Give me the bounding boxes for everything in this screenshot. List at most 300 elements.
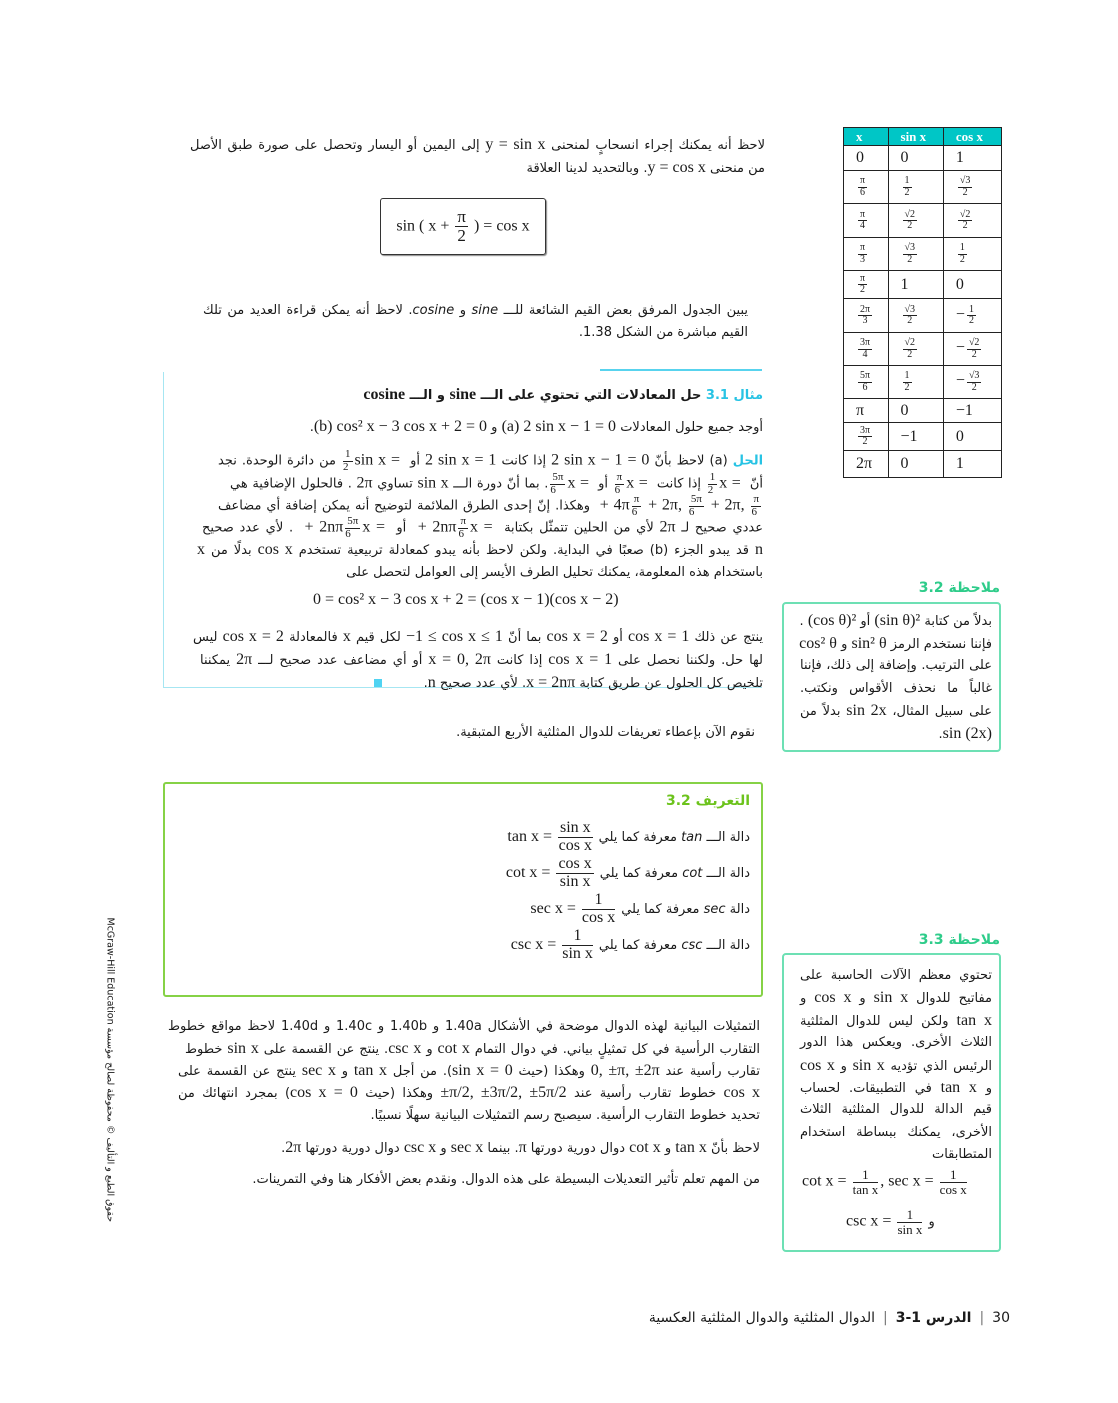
text-run: . (309, 420, 314, 435)
denominator: 2 (962, 186, 968, 198)
denominator: 6 (631, 505, 638, 518)
fraction (582, 892, 615, 927)
denominator: 6 (458, 527, 464, 540)
math-expr: cot x (437, 1040, 470, 1057)
table-row (844, 423, 1002, 451)
numerator: 2π (860, 303, 871, 315)
definition-formula (505, 855, 596, 890)
text-run: يبين الجدول المرفق بعض القيم الشائعة للـــ (498, 303, 748, 318)
text-run: . (799, 614, 808, 629)
text-run: خطوط (185, 1042, 228, 1057)
fraction-expr (341, 448, 355, 473)
math-expr: 0, ±π, ±2π (590, 1062, 660, 1079)
sin-cos-values-table (843, 127, 1002, 478)
fraction-expr (856, 208, 869, 231)
table-cell (943, 366, 1001, 399)
text-run: قيم الدالة للدوال المثلثية الثلاث (800, 1102, 992, 1118)
numerator: sin x (559, 819, 591, 837)
math-expr: 0 = cos² x − 3 cos x + 2 = (cos x − 1)(cos x − 2) (313, 591, 619, 608)
text-run: أو (390, 520, 413, 536)
example-line (230, 472, 763, 496)
math-expr: sin (2x) (942, 725, 992, 742)
note-line (800, 655, 992, 677)
text-run: على سبيل المثال، (886, 704, 992, 720)
denominator: 3 (862, 315, 868, 326)
text-run: ولكن ليس للدوال المثلثية (800, 1013, 957, 1029)
text-run: التقارب الرأسية في كل تمثيلٍ بياني. في دوال التمام (469, 1042, 761, 1057)
text-run: بما أنّ (502, 630, 547, 645)
text-run: . لأي عدد صحيح (202, 520, 299, 536)
denominator: 6 (751, 505, 757, 518)
page-number: 30 (992, 1310, 1010, 1326)
text-run: وهكذا (حيث (512, 1064, 591, 1079)
fraction-expr (901, 370, 914, 393)
formula-lhs: tan x = (507, 828, 556, 845)
text-run: لأي من الحلين تتمثّل بكتابة (498, 520, 660, 536)
numerator: 1 (562, 928, 593, 946)
fraction-expr (453, 207, 470, 245)
fraction-expr (856, 337, 874, 360)
fraction-expr (955, 337, 984, 360)
denominator: 3 (860, 253, 866, 265)
numerator: √3 (959, 175, 971, 186)
math-expr: csc x = (846, 1212, 896, 1230)
numerator: π (460, 515, 467, 527)
numerator: π (860, 242, 866, 253)
text-run: . وبالتحديد لدينا العلاقة (526, 161, 648, 176)
example-line (218, 494, 763, 518)
fraction (958, 210, 973, 232)
numerator: √3 (904, 303, 916, 315)
math-expr: −1 ≤ cos x ≤ 1 (405, 628, 503, 645)
denominator: 2 (707, 483, 714, 496)
text-run: و (660, 1141, 676, 1156)
text-run: و (836, 636, 852, 652)
bold-term: sine (449, 386, 477, 403)
math-expr: + 2π, (643, 496, 687, 514)
table-row (844, 299, 1002, 333)
definition-row (511, 926, 750, 965)
fraction (455, 208, 468, 245)
text-run: . بينما (483, 1141, 519, 1156)
denominator: 2 (907, 315, 913, 326)
denominator: 2 (907, 253, 913, 265)
graphs-line (178, 1060, 760, 1083)
fraction (858, 305, 872, 327)
fraction (345, 516, 360, 540)
fraction-expr (956, 242, 969, 265)
math-expr: 2π (285, 1139, 302, 1156)
math-expr: (cos θ)² (807, 612, 857, 629)
math-expr: tan x (675, 1139, 707, 1156)
text-run: وهكذا. إنّ إحدى الطرق الملائمة لتوضيح أنه يمكن إضافة أي مضاعف (218, 498, 595, 514)
example-line (218, 449, 763, 473)
numerator: 1 (940, 1168, 967, 1183)
text-run: . بما أنّ دورة الـــ (448, 476, 549, 492)
denominator: sin x (897, 1221, 923, 1237)
text-run: القيم مباشرة من الشكل 1.38. (578, 325, 748, 340)
denominator: sin x (562, 944, 593, 962)
note-line (800, 1055, 992, 1078)
numerator: π (860, 208, 866, 220)
math-expr: (sin θ)² (874, 612, 921, 629)
denominator: 6 (862, 381, 868, 393)
fraction-expr (851, 1167, 881, 1197)
fraction-expr (901, 337, 920, 360)
table-cell (844, 423, 889, 451)
table-cell (943, 204, 1001, 238)
text-run: نقوم الآن بإعطاء تعريفات للدوال المثلثية الأربع المتبقية. (456, 725, 755, 740)
math-expr: x = (470, 518, 499, 536)
italic-term: cot (682, 866, 703, 881)
text-run: و (976, 1081, 992, 1096)
text-run: و (834, 1058, 853, 1074)
denominator: 4 (862, 348, 868, 360)
example-title (180, 384, 763, 407)
factored-equation (313, 589, 619, 612)
fraction (858, 210, 867, 232)
numerator: 1 (853, 1168, 879, 1183)
fraction-expr (630, 493, 644, 518)
text-run: دالة الـــ (702, 866, 750, 881)
math-expr: , sec x = (880, 1172, 938, 1190)
fraction (708, 472, 718, 496)
numerator: cos x (558, 855, 592, 873)
fraction (632, 494, 642, 518)
text-run: ). من أجل (387, 1064, 453, 1079)
note-identities (802, 1168, 969, 1196)
fraction-expr (613, 471, 627, 496)
text-run: في التطبيقات. لحساب (800, 1081, 941, 1096)
bold-term: cosine (363, 386, 406, 403)
text-run: أو أي مضاعف عدد صحيح لـــ (252, 653, 429, 668)
denominator: 6 (860, 186, 866, 198)
text-run: يمكننا (200, 653, 237, 668)
math-expr: cos x = 2 (546, 628, 608, 645)
math-expr: 2 sin x = 1 (425, 451, 497, 469)
text-run: . (423, 676, 428, 691)
denominator: 6 (345, 527, 351, 540)
table-cell (888, 146, 943, 171)
text-run: (a) لاحظ بأنّ (649, 453, 733, 469)
table-header: x (844, 128, 889, 146)
text-run: و (436, 1141, 451, 1156)
numerator: π (860, 175, 866, 186)
table-row (844, 204, 1002, 238)
table-intro-line (203, 322, 748, 344)
text-run: بدلاً من كتابة (920, 614, 992, 629)
text-run: ينتج عن ذلك (689, 630, 763, 645)
text-run: . لاحظ أنه يمكن قراءة العديد من تلك (203, 303, 413, 318)
text-run: لاحظ بأنّ (706, 1141, 760, 1156)
text-run: حل المعادلات التي تحتوي على الـــ (476, 388, 706, 403)
table-header: cos x (943, 128, 1001, 146)
table-row (844, 333, 1002, 366)
fraction-expr (956, 208, 975, 231)
math-expr: cos x = 1 (628, 628, 690, 645)
note-3-2-title: ملاحظة 3.2 (918, 580, 1000, 596)
math-expr: + 4π (594, 496, 630, 514)
text-run: معرفة كما يلي (598, 830, 682, 845)
fraction (858, 176, 867, 198)
math-expr: sin x (417, 474, 449, 492)
math-expr: 0 (900, 455, 909, 472)
numerator: 1 (345, 448, 351, 460)
table-cell (844, 451, 889, 478)
table-cell (844, 271, 889, 299)
numerator: √3 (968, 370, 980, 381)
math-expr: (b) cos² x − 3 cos x + 2 = 0 (313, 418, 488, 435)
fraction (940, 1168, 967, 1196)
text-run: التمثيلات البيانية لهذه الدوال موضحة في الأشكال 1.40a و 1.40b و 1.40c و 1.40d لاحظ مواقع خطوط (168, 1019, 760, 1034)
math-expr: (a) 2 sin x − 1 = 0 (501, 418, 617, 435)
math-expr: sin 2x (846, 702, 887, 720)
math-expr: x = (626, 474, 653, 492)
table-cell (888, 423, 943, 451)
example-line (193, 626, 763, 649)
fraction-expr (956, 175, 975, 198)
example-line (202, 516, 763, 540)
math-expr: tan x (956, 1011, 992, 1029)
text-run: قد يبدو الجزء (b) صعبًا في البداية. ولكن لاحظ بأنه يبدو كمعادلة تربيعية تستخدم (292, 543, 755, 558)
graphs-line (168, 1105, 760, 1127)
table-row (844, 146, 1002, 171)
math-expr: cos x = 0 (290, 1084, 358, 1101)
math-expr: sin ( x + (396, 217, 454, 235)
note-line (800, 633, 992, 656)
text-run: معرفة كما يلي (621, 902, 704, 917)
italic-term: tan (681, 830, 703, 845)
denominator: cos x (558, 836, 592, 854)
math-expr: cos² θ (799, 634, 837, 652)
table-cell (844, 299, 889, 333)
text-run: أو (856, 614, 875, 629)
text-run: تحتوي معظم الآلات الحاسبة على (800, 968, 992, 983)
table-row (844, 366, 1002, 399)
fraction-expr (938, 1167, 969, 1197)
text-run: باستخدام هذه المعلومة، يمكنك تحليل الطرف الأيسر إلى العوامل لتحصل على (346, 565, 763, 580)
math-expr: 0 (955, 275, 964, 293)
minus-sign: − (955, 372, 965, 390)
denominator: cos x (581, 908, 616, 926)
math-expr: x = (719, 474, 746, 492)
text-run: على الترتيب. وإضافة إلى ذلك، فإننا (800, 658, 992, 674)
text-run: أو (607, 630, 629, 645)
fraction-expr (749, 493, 763, 518)
math-expr: + 2nπ (412, 518, 457, 536)
fraction (903, 305, 918, 327)
math-expr: sin x (227, 1040, 259, 1057)
example-line (200, 649, 763, 672)
table-cell (844, 146, 889, 171)
text-run: . فالحلول الإضافية هي (230, 476, 357, 492)
math-expr: sin x = 0 (452, 1062, 513, 1079)
note-line (800, 1077, 992, 1100)
math-expr: n (427, 674, 436, 691)
math-expr: tan x (940, 1079, 977, 1096)
fraction-expr (856, 242, 869, 265)
text-run: بدلاً من (800, 704, 847, 720)
table-cell (844, 366, 889, 399)
math-expr: sec x (301, 1062, 336, 1079)
denominator: 2 (860, 284, 866, 295)
text-run: أو (593, 476, 613, 492)
fraction (562, 928, 593, 963)
denominator: 2 (904, 381, 910, 393)
numerator: 5π (690, 493, 702, 505)
definition-formula (510, 927, 595, 962)
minus-sign: − (955, 339, 965, 357)
note-line (800, 700, 992, 723)
chapter-title: الدوال المثلثية والدوال المثلثية العكسية (648, 1310, 876, 1326)
definition-text (599, 938, 750, 953)
numerator: 3π (860, 337, 871, 348)
fraction-expr (687, 493, 706, 518)
denominator: 4 (860, 220, 866, 231)
intro-line (190, 134, 765, 157)
fraction (558, 820, 593, 855)
table-cell (888, 299, 943, 333)
math-expr: π (518, 1139, 527, 1156)
fraction (958, 243, 967, 265)
denominator: 6 (688, 505, 695, 518)
fraction-expr (706, 471, 720, 496)
table-cell (888, 333, 943, 366)
math-expr: csc x (388, 1040, 422, 1057)
math-expr: sec x (450, 1139, 484, 1156)
table-cell (943, 423, 1001, 451)
table-cell (844, 238, 889, 271)
fraction-expr (856, 370, 874, 393)
denominator: 2 (457, 226, 466, 245)
fraction-expr (560, 927, 595, 962)
italic-term: csc (681, 938, 703, 953)
text-run: تحديد خطوط التقارب الرأسية. سيصبح رسم التمثيلات البيانية سهلًا نسبيًا. (370, 1108, 760, 1123)
denominator: 2 (971, 381, 977, 393)
table-cell (943, 238, 1001, 271)
definition-text (621, 902, 750, 917)
text-run: فإننا نستخدم الرمز (886, 636, 992, 652)
math-expr: cos x = 1 (548, 651, 613, 668)
text-run: الرئيس الذي تؤديه (884, 1058, 993, 1074)
fraction (853, 1168, 879, 1196)
graphs-line (178, 1082, 760, 1105)
fraction-expr (554, 855, 595, 890)
text-run: خطوط تقارب رأسية عند (566, 1086, 724, 1101)
text-run: و (421, 1042, 438, 1057)
fraction-expr (556, 819, 595, 854)
text-run: وهكذا (حيث (357, 1086, 441, 1101)
note-line (800, 723, 992, 746)
italic-term: cosine (412, 303, 455, 318)
table-cell (888, 238, 943, 271)
fraction-expr (901, 175, 914, 198)
math-expr: sin² θ (851, 634, 887, 652)
table-cell (943, 146, 1001, 171)
closing-text (168, 1169, 760, 1191)
text-run: من المهم تعلم تأثير التعديلات البسيطة على هذه الدوال. ونقدم بعض الأفكار هنا وفي التمرينات. (252, 1172, 760, 1187)
math-expr: 0 (900, 149, 909, 166)
text-run: دالة الـــ (702, 938, 750, 953)
denominator: 2 (904, 186, 910, 198)
text-run: . لأي عدد صحيح (435, 676, 527, 691)
math-expr: 0 (955, 427, 964, 445)
fraction (958, 176, 973, 198)
text-run: عددي صحيح لـ (675, 520, 763, 536)
section-label: الحل (732, 453, 764, 469)
table-cell (888, 366, 943, 399)
fraction-expr (548, 471, 567, 496)
numerator: π (633, 493, 640, 505)
text-run: و (924, 1214, 935, 1230)
example-line (380, 672, 763, 695)
minus-sign: − (955, 305, 965, 323)
text-run: المتطابقات (931, 1147, 992, 1163)
math-expr: 0 (900, 401, 909, 419)
denominator: 2 (907, 220, 913, 231)
text-run: الثلاث الأخرى. ويعكس هذا الدور (800, 1035, 992, 1051)
fraction-expr (856, 424, 874, 447)
text-run: إذا كانت (490, 653, 549, 668)
fraction (550, 472, 565, 496)
numerator: π (860, 272, 866, 284)
text-run: الأخرى، يمكنك ببساطة استخدام (800, 1124, 992, 1140)
text-run: لاحظ أنه يمكنك إجراء انسحابٍ لمنحنى (545, 138, 765, 153)
math-expr: cos x (800, 1056, 835, 1074)
table-cell (943, 171, 1001, 204)
fraction-expr (955, 303, 978, 326)
fraction (458, 516, 468, 540)
graphs-line (185, 1038, 760, 1061)
math-expr: tan x (353, 1062, 388, 1079)
text-run: أنّ (745, 476, 764, 492)
definition-title: التعريف 3.2 (666, 793, 750, 809)
text-run: و (454, 303, 472, 318)
text-run: دوال دورية دورتها (301, 1141, 404, 1156)
fraction (858, 426, 872, 448)
example-top-rule (600, 369, 762, 371)
fraction (858, 274, 867, 296)
denominator: cos x (939, 1181, 967, 1197)
text-run: دوال دورية دورتها (526, 1141, 630, 1156)
identity-box (380, 198, 546, 255)
fraction (903, 243, 918, 265)
math-expr: sin x = (354, 451, 406, 469)
table-row (844, 238, 1002, 271)
table-cell (888, 451, 943, 478)
text-run: و الـــ (405, 388, 450, 403)
section-label: مثال 3.1 (705, 388, 763, 403)
math-expr: 1 (955, 455, 964, 472)
example-line (180, 416, 763, 439)
text-run: غالباً ما نحذف الأقواس ونكتب. (800, 680, 992, 696)
table-row (844, 171, 1002, 204)
math-expr: π (856, 401, 865, 419)
table-cell (844, 333, 889, 366)
text-run: إذا كانت (652, 476, 706, 492)
text-run: مفاتيح للدوال (908, 991, 992, 1007)
math-expr: 2π (236, 651, 253, 668)
math-expr: x (342, 628, 351, 645)
numerator: 3π (860, 424, 871, 436)
intro-line (190, 157, 765, 180)
table-cell (943, 271, 1001, 299)
fraction-expr (456, 515, 470, 540)
fraction (903, 338, 918, 360)
fraction (903, 210, 918, 232)
fraction (903, 176, 912, 198)
text-run: تقارب رأسية عند (659, 1064, 761, 1079)
